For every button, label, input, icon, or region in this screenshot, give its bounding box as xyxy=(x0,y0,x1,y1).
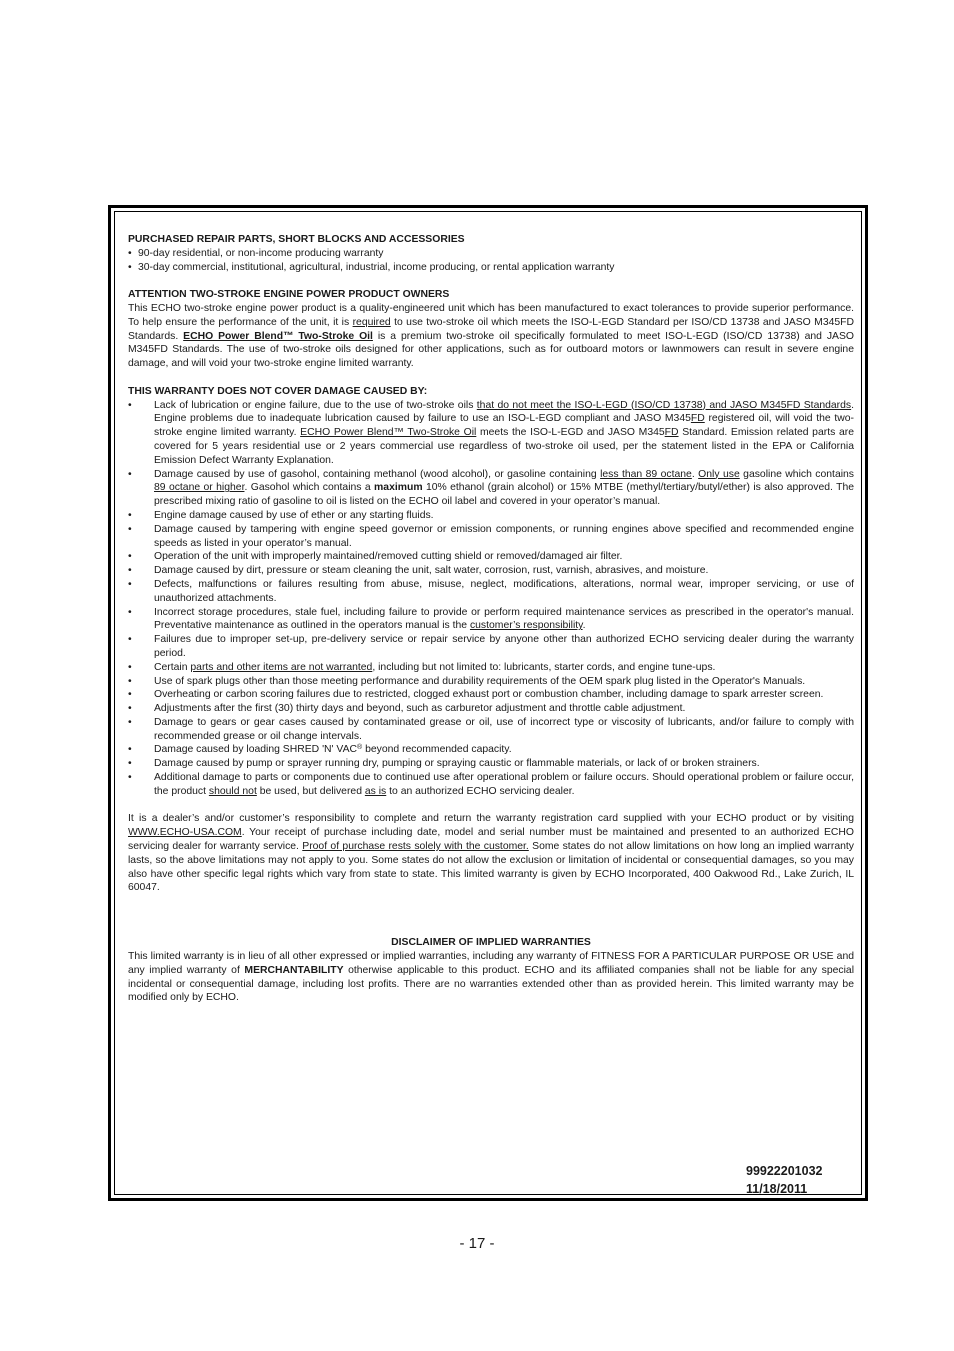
dealer-responsibility-paragraph: It is a dealer’s and/or customer’s responsibility to complete and return the warranty registration card supplied with your ECHO product or by visiting WWW.ECHO-USA.COM. Your receipt of purchase including date, model and serial number must be maintained and presented to an authorized ECHO servicing dealer for warranty service. Proof of purchase rests solely with the customer. Some states do not allow limitations on how long an implied warranty lasts, so the above limitations may not apply to you. Some states do not allow the exclusion or limitation of incidental or consequential damages, so you may also have other specific legal rights which vary from state to state. This limited warranty is given by ECHO Incorporated, 400 Oakwood Rd., Lake Zurich, IL 60047. xyxy=(128,813,854,894)
document-date: 11/18/2011 xyxy=(746,1182,808,1196)
page-number: - 17 - xyxy=(459,1235,495,1252)
list-item: • 30-day commercial, institutional, agricultural, industrial, income producing, or rental application warranty xyxy=(128,261,615,273)
list-item: • Certain parts and other items are not warranted, including but not limited to: lubricants, starter cords, and engine tune-ups. xyxy=(128,661,716,673)
list-item: • Damage caused by tampering with engine speed governor or emission components, or running engines above specified and recommended engine speeds as listed in your operator’s manual. xyxy=(128,523,854,549)
two-stroke-heading: ATTENTION TWO-STROKE ENGINE POWER PRODUCT OWNERS xyxy=(128,289,450,301)
list-item: • Additional damage to parts or components due to continued use after operational problem or failure occurs. Should operational problem or failure occur, the product should not be used, but delivered as is to an authorized ECHO servicing dealer. xyxy=(128,772,854,797)
echo-website-link: WWW.ECHO-USA.COM xyxy=(128,827,242,839)
repair-parts-heading: PURCHASED REPAIR PARTS, SHORT BLOCKS AND ACCESSORIES xyxy=(128,234,465,245)
warranty-box xyxy=(108,205,868,1201)
list-item: • Lack of lubrication or engine failure, due to the use of two-stroke oils that do not meet the ISO-L-EGD (ISO/CD 13738) and JASO M345FD Standards. Engine problems due to inadequate lubrication caused by failure to use an ISO-L-EGD compliant and JASO M345FD registered oil, will void the two-stroke engine limited warranty. ECHO Power Blend™ Two-Stroke Oil meets the ISO-L-EGD and JASO M345FD Standard. Emission related parts are covered for 5 years residential use or 2 years commercial use regardless of two-stroke oil used, per the statement listed in the EPA or California Emission Defect Warranty Explanation. xyxy=(128,399,855,466)
disclaimer-paragraph: This limited warranty is in lieu of all other expressed or implied warranties, including any warranty of FITNESS FOR A PARTICULAR PURPOSE OR USE and any implied warranty of MERCHANTABILITY otherwise applicable to this product. ECHO and its affiliated companies shall not be liable for any special incidental or consequential damage, including lost profits. There are no warranties extended other than as provided herein. This limited warranty may be modified only by ECHO. xyxy=(128,951,854,1004)
document-number-block xyxy=(746,1162,822,1198)
list-item: • Operation of the unit with improperly maintained/removed cutting shield or removed/damaged air filter. xyxy=(128,551,623,563)
list-item: • Defects, malfunctions or failures resulting from abuse, misuse, neglect, modifications, alterations, normal wear, improper servicing, or use of unauthorized attachments. xyxy=(128,578,854,604)
not-covered-heading: THIS WARRANTY DOES NOT COVER DAMAGE CAUSED BY: xyxy=(128,385,428,397)
two-stroke-paragraph: This ECHO two-stroke engine power product is a quality-engineered unit which has been manufactured to exact tolerances to provide superior performance. To help ensure the performance of the unit, it is required to use two-stroke oil which meets the ISO-L-EGD Standard per ISO/CD 13738 and JASO M345FD Standards. ECHO Power Blend™ Two-Stroke Oil is a premium two-stroke oil specifically formulated to meet ISO-L-EGD (ISO/CD 13738) and JASO M345FD Standards. The use of two-stroke oils designed for other applications, such as for outboard motors or lawnmowers can result in severe engine damage, and will void your two-stroke engine limited warranty. xyxy=(128,302,854,370)
list-item: • Damage caused by dirt, pressure or steam cleaning the unit, salt water, corrosion, rust, varnish, abrasives, and moisture. xyxy=(128,565,709,577)
list-item: • Incorrect storage procedures, stale fuel, including failure to provide or perform required maintenance services as prescribed in the operator's manual. Preventative maintenance as outlined in the operators manual is the customer’s responsibility. xyxy=(128,606,854,632)
list-item: • Use of spark plugs other than those meeting performance and durability requirements of the OEM spark plug listed in the Operator's Manuals. xyxy=(128,675,806,687)
list-item: • Damage caused by use of gasohol, containing methanol (wood alcohol), or gasoline containing less than 89 octane. Only use gasoline which contains 89 octane or higher. Gasohol which contains a maximum 10% ethanol (grain alcohol) or 15% MTBE (methyl/tertiary/butyl/ether) is also approved. The prescribed mixing ratio of gasoline to oil is listed on the ECHO oil label and covered in your operator’s manual. xyxy=(128,468,855,508)
list-item: • 90-day residential, or non-income producing warranty xyxy=(128,247,384,259)
list-item: • Overheating or carbon scoring failures due to restricted, clogged exhaust port or combustion chamber, including damage to spark arrester screen. xyxy=(128,689,824,701)
list-item: • Damage caused by loading SHRED 'N' VAC® beyond recommended capacity. xyxy=(128,744,512,756)
disclaimer-heading: DISCLAIMER OF IMPLIED WARRANTIES xyxy=(391,937,591,949)
list-item: • Failures due to improper set-up, pre-delivery service or repair service by anyone other than authorized ECHO servicing dealer during the warranty period. xyxy=(128,634,854,659)
repair-parts-list xyxy=(128,247,854,275)
list-item: • Engine damage caused by use of ether or any starting fluids. xyxy=(128,509,434,521)
not-covered-list xyxy=(128,399,854,799)
list-item: • Adjustments after the first (30) thirty days and beyond, such as carburetor adjustment and throttle cable adjustment. xyxy=(128,703,686,715)
warranty-content xyxy=(128,233,854,1005)
list-item: • Damage to gears or gear cases caused by contaminated grease or oil, use of incorrect type or viscosity of lubricants, and/or failure to comply with recommended grease or oil change intervals. xyxy=(128,716,854,742)
list-item: • Damage caused by pump or sprayer running dry, pumping or spraying caustic or flammable materials, or lack of or broken strainers. xyxy=(128,758,760,770)
document-number: 99922201032 xyxy=(746,1164,823,1178)
